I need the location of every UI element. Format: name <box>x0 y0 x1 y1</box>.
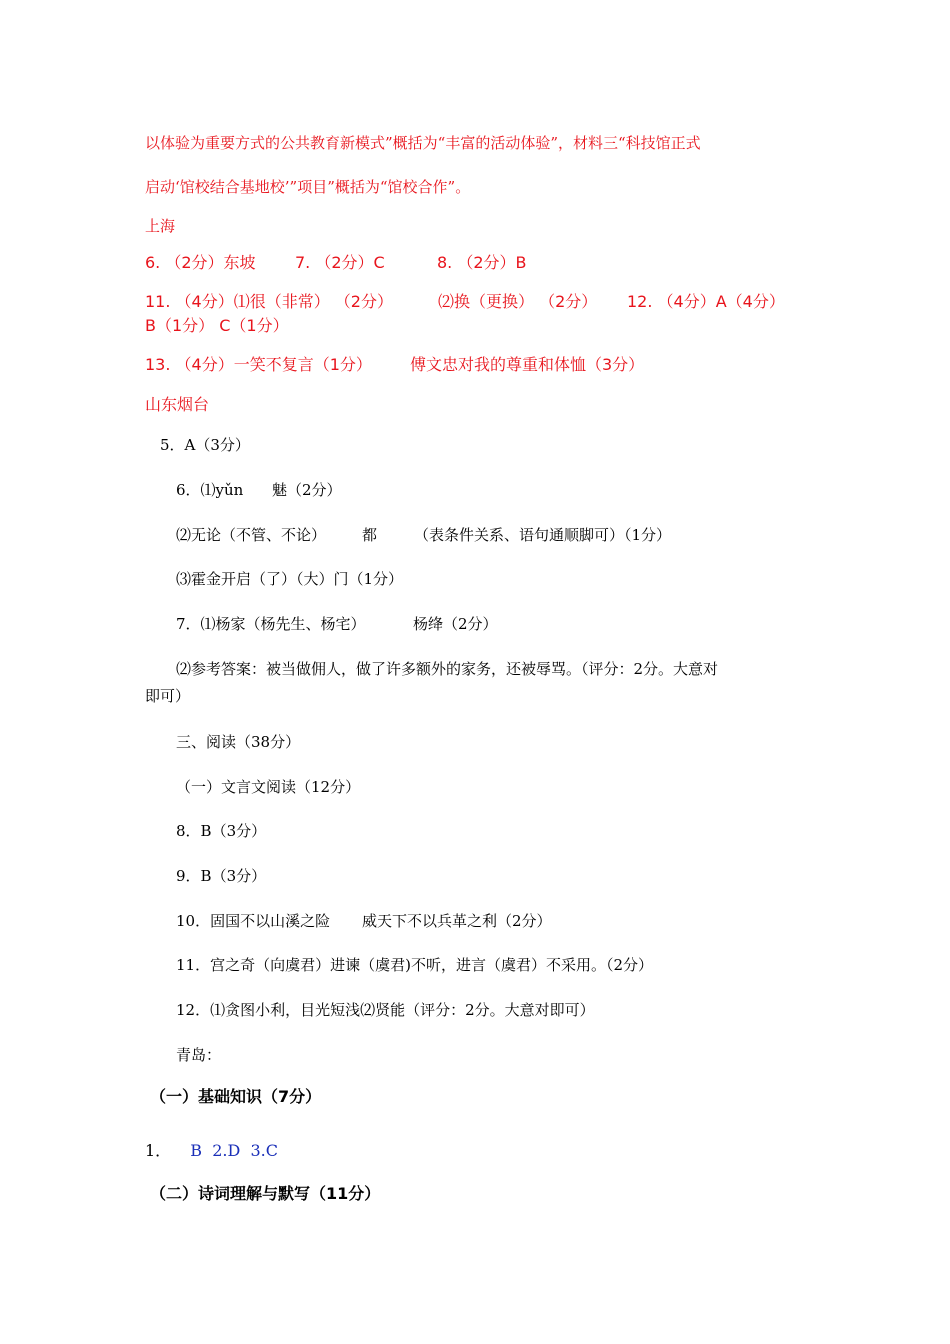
answer-6-2c: （表条件关系、语句通顺脚可）（1分） <box>414 526 672 544</box>
answer-q7: 7. （2分）C <box>295 253 385 272</box>
answer-10a: 10．固国不以山溪之险 <box>176 912 331 930</box>
qingdao-section-1: （一）基础知识（7分） <box>150 1087 322 1106</box>
answer-11: 11．宫之奇（向虞君）进谏（虞君)不听，进言（虞君）不采用。（2分） <box>176 956 653 974</box>
qingdao-answer-number: 1． <box>145 1141 172 1160</box>
answer-6-2a: ⑵无论（不管、不论） <box>176 526 327 544</box>
qingdao-answer-row <box>145 1138 278 1161</box>
answer-q8: 8. （2分）B <box>437 253 527 272</box>
answer-5: 5．A（3分） <box>160 436 250 454</box>
section-3-title: 三、阅读（38分） <box>176 733 301 751</box>
qingdao-answer-values: B 2.D 3.C <box>190 1141 278 1160</box>
answer-7-1a: 7．⑴杨家（杨先生、杨宅） <box>176 615 366 633</box>
answer-q11b: ⑵换（更换） （2分） <box>438 292 598 311</box>
answer-q12: 12. （4分）A（4分） <box>627 292 785 311</box>
qingdao-section-2: （二）诗词理解与默写（11分） <box>150 1184 381 1203</box>
answer-9: 9．B（3分） <box>176 867 267 885</box>
region-yantai: 山东烟台 <box>145 395 210 414</box>
answer-6-3: ⑶霍金开启（了）（大）门（1分） <box>176 570 404 588</box>
region-qingdao: 青岛： <box>176 1046 222 1064</box>
answer-7-2-line1: ⑵参考答案：被当做佣人，做了许多额外的家务，还被辱骂。（评分：2分。大意对 <box>176 660 719 678</box>
answer-10b: 威天下不以兵革之利（2分） <box>362 912 552 930</box>
answer-12: 12．⑴贪图小利，目光短浅⑵贤能（评分：2分。大意对即可） <box>176 1001 595 1019</box>
region-shanghai: 上海 <box>145 217 176 235</box>
answer-7-1b: 杨绛（2分） <box>413 615 498 633</box>
answer-q11: 11. （4分）⑴很（非常） （2分） <box>145 292 393 311</box>
answer-6-2b: 都 <box>362 526 378 544</box>
answer-q12b: B（1分） C（1分） <box>145 316 289 335</box>
answer-7-2-line2: 即可） <box>145 687 191 705</box>
answer-6-1a: 6．⑴yǔn <box>176 481 244 499</box>
para1-line1: 以体验为重要方式的公共教育新模式”概括为“丰富的活动体验”，材料三“科技馆正式 <box>145 134 701 152</box>
section-3-1-title: （一）文言文阅读（12分） <box>176 778 361 796</box>
para1-line2: 启动‘馆校结合基地校’”项目”概括为“馆校合作”。 <box>145 178 471 196</box>
answer-q6: 6. （2分）东坡 <box>145 253 256 272</box>
answer-6-1b: 魅（2分） <box>272 481 342 499</box>
answer-q13: 13. （4分）一笑不复言（1分） <box>145 355 372 374</box>
answer-8: 8．B（3分） <box>176 822 267 840</box>
answer-q13b: 傅文忠对我的尊重和体恤（3分） <box>410 355 645 374</box>
